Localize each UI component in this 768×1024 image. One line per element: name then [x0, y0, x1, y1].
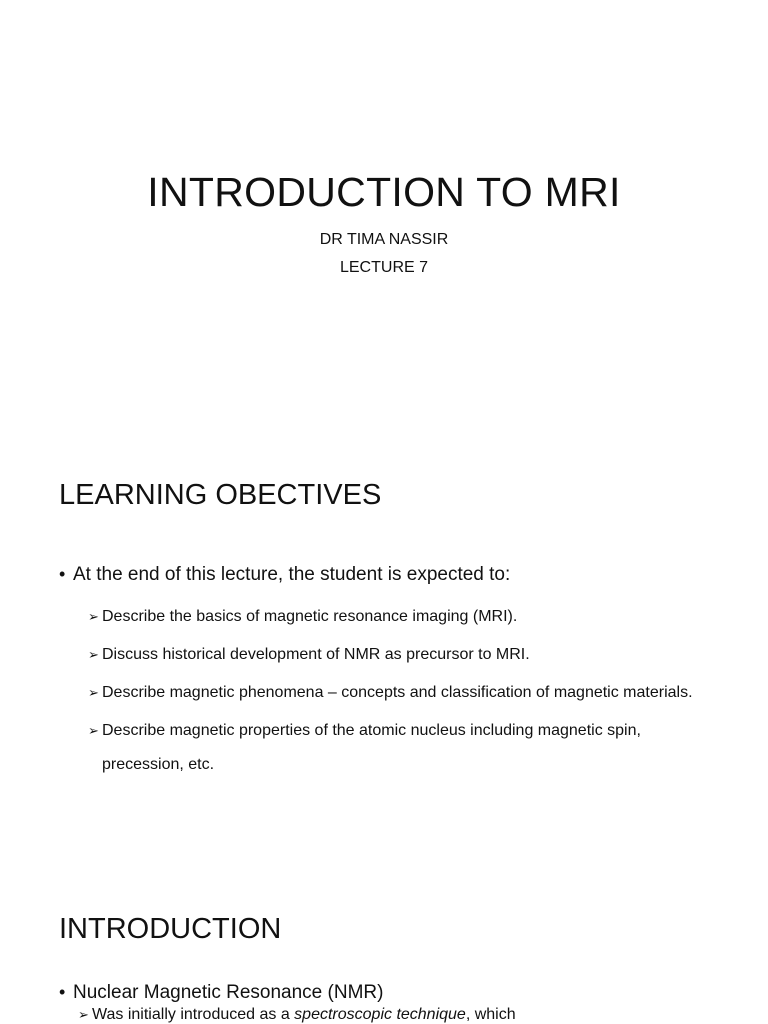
arrow-bullet-icon: ➢	[88, 647, 99, 662]
bullet-icon: •	[59, 982, 66, 1002]
introduction-sub-prefix: Was initially introduced as a	[92, 1006, 295, 1023]
introduction-sub-text	[92, 1004, 516, 1024]
author-name: DR TIMA NASSIR	[319, 231, 449, 248]
list-item	[88, 638, 718, 672]
lecture-number: LECTURE 7	[339, 259, 429, 276]
objectives-lead-text: At the end of this lecture, the student is expected to:	[73, 564, 511, 585]
arrow-bullet-icon: ➢	[88, 609, 99, 624]
objectives-heading: LEARNING OBECTIVES	[59, 479, 382, 511]
title-slide	[0, 0, 768, 430]
list-item	[88, 676, 718, 710]
arrow-bullet-icon: ➢	[78, 1007, 89, 1022]
arrow-bullet-icon: ➢	[88, 685, 99, 700]
introduction-sub-item	[78, 1004, 516, 1024]
introduction-sub-emphasis: spectroscopic technique	[294, 1006, 466, 1023]
list-item-text: Discuss historical development of NMR as precursor to MRI.	[102, 646, 530, 663]
introduction-bullet-text: Nuclear Magnetic Resonance (NMR)	[73, 982, 384, 1003]
introduction-bullet	[59, 980, 383, 1005]
list-item-text: Describe magnetic properties of the atomic nucleus including magnetic spin, precession, etc.	[102, 722, 641, 773]
list-item	[88, 600, 718, 634]
list-item-text: Describe the basics of magnetic resonance imaging (MRI).	[102, 608, 518, 625]
list-item	[88, 714, 718, 782]
page-title: INTRODUCTION TO MRI	[147, 169, 621, 215]
introduction-heading: INTRODUCTION	[59, 913, 282, 945]
arrow-bullet-icon: ➢	[88, 723, 99, 738]
introduction-sub-suffix: , which	[465, 1006, 516, 1023]
list-item-text: Describe magnetic phenomena – concepts and classification of magnetic materials.	[102, 684, 693, 701]
objectives-lead	[59, 562, 510, 587]
introduction-slide	[0, 870, 768, 1024]
objectives-slide	[0, 430, 768, 870]
objectives-list	[88, 600, 718, 786]
bullet-icon: •	[59, 564, 66, 584]
